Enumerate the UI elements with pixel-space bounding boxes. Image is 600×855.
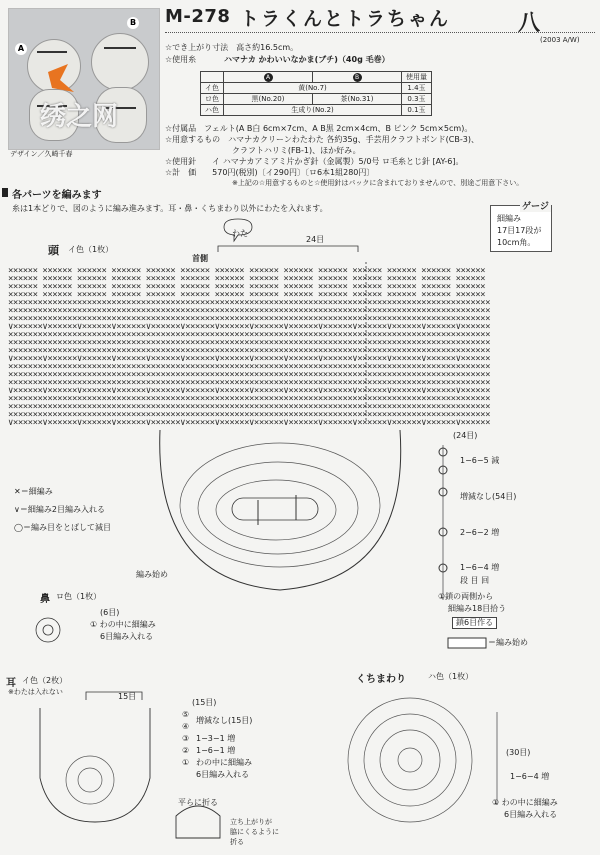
- dec-step: 1−6−5 減: [460, 456, 500, 465]
- table-cell: 0.3玉: [402, 94, 432, 105]
- spec-size: ☆でき上がり寸法 高さ約16.5cm。: [165, 43, 299, 52]
- start-desc-2: 細編み18目拾う: [448, 604, 507, 613]
- ear-inc-6: 1−6−1 増: [196, 746, 236, 755]
- mouth-ring: [398, 748, 422, 772]
- stitch-row: ××××××××××××××××××××××××××××××××××××××××××××××××××××××××××××××××××××××××××××××××××××××××××××××××××: [8, 394, 491, 404]
- nose-desc-2: 6目編み入れる: [100, 632, 154, 641]
- ear-count-15: 15目: [118, 692, 137, 701]
- stitch-row: ××××××××××××××××××××××××××××××××××××××××××××××××××××××××××××××××××××××××××××××××××××××××××××××××××: [8, 402, 491, 412]
- cotton-label: わた: [232, 229, 248, 238]
- ear-note: ※わたは入れない: [8, 688, 63, 696]
- ear-outline: [40, 708, 150, 822]
- table-cell: 黒(No.20): [224, 94, 313, 105]
- spec-yarn-label: ☆使用糸: [165, 55, 197, 64]
- rounds-24: (24目): [453, 431, 478, 440]
- head-label: 頭: [48, 244, 59, 257]
- fold-note-2: 脇にくるように: [230, 828, 279, 836]
- badge-a: A: [15, 43, 27, 55]
- fold-label: 平らに折る: [178, 798, 218, 807]
- count-24-label: 24目: [306, 235, 325, 244]
- stitch-row: ××××××××××××××××××××××××××××××××××××××××××××××××××××××××××××××××××××××××××××××××××××××××××××××××××: [8, 370, 491, 380]
- inc-step-2: 2−6−2 増: [460, 528, 500, 537]
- page-title: トラくんとトラちゃん: [240, 8, 451, 30]
- stitch-row: ×××××× ×××××× ×××××× ×××××× ×××××× ×××××× ×××××× ×××××× ×××××× ×××××× ×××××× ×××××× ×××××× ××××××: [8, 274, 491, 284]
- no-change-54: 増減なし(54目): [460, 492, 517, 501]
- mouth-ring: [348, 698, 472, 822]
- ear-r3: ③: [182, 734, 190, 743]
- fold-note-1: 立ち上がりが: [230, 818, 272, 826]
- spec-prepare-2: クラフトハリミ(FB-1)、ほか好み。: [232, 146, 361, 155]
- table-cell: 生成り(No.2): [224, 105, 402, 116]
- legend-inc: ∨＝細編み2目編み入れる: [14, 505, 105, 514]
- spec-prepare: ☆用意するもの ハマナカクリーンわたわた 各約35g、手芸用クラフトボンド(CB-3)、: [165, 135, 479, 144]
- stitch-row: ××××××××××××××××××××××××××××××××××××××××××××××××××××××××××××××××××××××××××××××××××××××××××××××××××: [8, 338, 491, 348]
- mouth-wa-1: ① わの中に細編み: [492, 798, 558, 807]
- table-cell: イ色: [201, 83, 224, 94]
- stitch-row: ∨××××××∨××××××∨××××××∨××××××∨××××××∨××××××∨××××××∨××××××∨××××××∨××××××∨××××××∨××××××∨××××××∨××××××: [8, 418, 491, 428]
- header-b: B: [353, 73, 362, 82]
- ear-inc-3: 1−3−1 増: [196, 734, 236, 743]
- chain-box: 鎖6目作る: [452, 617, 497, 629]
- box-legend: ＝編み始め: [488, 638, 528, 647]
- mouth-color: ハ色（1枚）: [428, 672, 474, 681]
- spec-tools: ☆使用針 イ ハマナカアミアミ片かぎ針（金属製）5/0号 ロ毛糸とじ針 [AY-6]。: [165, 157, 464, 166]
- fold-note-3: 折る: [230, 838, 244, 846]
- stitch-row: ××××××××××××××××××××××××××××××××××××××××××××××××××××××××××××××××××××××××××××××××××××××××××××××××××: [8, 314, 491, 324]
- inc-step-4: 1−6−4 増: [460, 563, 500, 572]
- ear-no-change: 増減なし(15目): [196, 716, 253, 725]
- start-label: 編み始め: [136, 570, 168, 579]
- stitch-row: ××××××××××××××××××××××××××××××××××××××××××××××××××××××××××××××××××××××××××××××××××××××××××××××××××: [8, 410, 491, 420]
- row-stitch-times: 段 目 回: [460, 576, 490, 585]
- ear-r1: ①: [182, 758, 190, 767]
- stitch-row: ××××××××××××××××××××××××××××××××××××××××××××××××××××××××××××××××××××××××××××××××××××××××××××××××××: [8, 346, 491, 356]
- cotton-bubble: [224, 219, 252, 241]
- table-cell: 1.4玉: [402, 83, 432, 94]
- nose-label: 鼻: [40, 594, 50, 605]
- table-cell: 使用量: [402, 72, 432, 83]
- stitch-row: ×××××× ×××××× ×××××× ×××××× ×××××× ×××××× ×××××× ×××××× ×××××× ×××××× ×××××× ×××××× ×××××× ××××××: [8, 266, 491, 276]
- spec-accessories: ☆付属品 フェルト(A B白 6cm×7cm、A B黒 2cm×4cm、B ピンク 5cm×5cm)。: [165, 124, 473, 133]
- ear-wa-2: 6目編み入れる: [196, 770, 250, 779]
- stitch-row: ×××××× ×××××× ×××××× ×××××× ×××××× ×××××× ×××××× ×××××× ×××××× ×××××× ×××××× ×××××× ×××××× ××××××: [8, 282, 491, 292]
- pattern-code: M-278: [165, 6, 231, 27]
- header-a: A: [264, 73, 273, 82]
- ear-rounds-15: (15目): [192, 698, 217, 707]
- designer-credit: デザイン／久崎千春: [10, 150, 73, 158]
- ear-color: イ色（2枚）: [22, 676, 68, 685]
- season: (2003 A/W): [540, 36, 580, 44]
- stitch-row: ××××××××××××××××××××××××××××××××××××××××××××××××××××××××××××××××××××××××××××××××××××××××××××××××××: [8, 362, 491, 372]
- badge-b: B: [127, 17, 139, 29]
- mouth-ring: [380, 730, 440, 790]
- nose-diagram: [36, 618, 60, 642]
- fold-sketch: [176, 806, 220, 838]
- stitch-row: ××××××××××××××××××××××××××××××××××××××××××××××××××××××××××××××××××××××××××××××××××××××××××××××××××: [8, 378, 491, 388]
- mouth-count-30: (30目): [506, 748, 531, 757]
- mouth-ring: [364, 714, 456, 806]
- section-heading: 各パーツを編みます: [12, 190, 102, 201]
- stitch-row: ∨××××××∨××××××∨××××××∨××××××∨××××××∨××××××∨××××××∨××××××∨××××××∨××××××∨××××××∨××××××∨××××××∨××××××: [8, 386, 491, 396]
- spec-note: ※上記の☆用意するものと☆使用針はパックに含まれておりませんので、別途ご用意下さい。: [232, 179, 524, 187]
- ear-r4: ④: [182, 722, 190, 731]
- stitch-row: ××××××××××××××××××××××××××××××××××××××××××××××××××××××××××××××××××××××××××××××××××××××××××××××××××: [8, 298, 491, 308]
- gauge-line: 細編み: [497, 214, 521, 223]
- count-bracket: [218, 246, 358, 252]
- head-outline: [160, 430, 401, 590]
- chain-start: [232, 498, 318, 520]
- stitch-row: ∨××××××∨××××××∨××××××∨××××××∨××××××∨××××××∨××××××∨××××××∨××××××∨××××××∨××××××∨××××××∨××××××∨××××××: [8, 354, 491, 364]
- table-cell: ロ色: [201, 94, 224, 105]
- ear-label: 耳: [6, 678, 16, 689]
- neck-side-label: 首側: [192, 254, 208, 263]
- section-intro: 糸は1本どりで、図のように編み進みます。耳・鼻・くちまわり以外にわたを入れます。: [12, 204, 328, 213]
- spec-price: ☆計 価 570円(税別)〔イ290円〕〔ロ6本1組280円〕: [165, 168, 375, 177]
- mouth-label: くちまわり: [356, 674, 406, 685]
- watermark-text: 绣之网: [40, 102, 119, 132]
- ear-r2: ②: [182, 746, 190, 755]
- ear-wa-1: わの中に細編み: [196, 758, 252, 767]
- stitch-row: ××××××××××××××××××××××××××××××××××××××××××××××××××××××××××××××××××××××××××××××××××××××××××××××××××: [8, 306, 491, 316]
- nose-color: ロ色（1枚）: [56, 592, 102, 601]
- table-cell: 黄(No.7): [224, 83, 402, 94]
- brand-logo: 八: [518, 11, 541, 36]
- round-ring: [180, 443, 380, 567]
- stitch-row: ×××××× ×××××× ×××××× ×××××× ×××××× ×××××× ×××××× ×××××× ×××××× ×××××× ×××××× ×××××× ×××××× ××××××: [8, 290, 491, 300]
- nose-ring: [43, 625, 53, 635]
- table-cell: 茶(No.31): [313, 94, 402, 105]
- start-desc-1: ①鎖の両側から: [438, 592, 494, 601]
- mouth-wa-2: 6目編み入れる: [504, 810, 558, 819]
- ear-ring: [78, 768, 102, 792]
- ear-ring: [66, 756, 114, 804]
- head-color: イ色（1枚）: [68, 245, 114, 254]
- legend-swatch: [448, 638, 486, 648]
- gauge-title: ゲージ: [520, 199, 551, 212]
- table-cell: ハ色: [201, 105, 224, 116]
- nose-count: (6目): [100, 608, 120, 617]
- stitch-row: ××××××××××××××××××××××××××××××××××××××××××××××××××××××××××××××××××××××××××××××××××××××××××××××××××: [8, 330, 491, 340]
- nose-desc-1: ① わの中に細編み: [90, 620, 156, 629]
- stitch-row: ∨××××××∨××××××∨××××××∨××××××∨××××××∨××××××∨××××××∨××××××∨××××××∨××××××∨××××××∨××××××∨××××××∨××××××: [8, 322, 491, 332]
- spec-yarn-name: ハマナカ かわいいなかま(ブチ)（40g 毛巻）: [224, 55, 390, 64]
- mouth-inc: 1−6−4 増: [510, 772, 550, 781]
- table-cell: 0.1玉: [402, 105, 432, 116]
- legend-dec: ◯＝編み目をとばして減目: [14, 523, 111, 532]
- gauge-line: 17目17段が: [497, 226, 542, 235]
- legend-sc: ✕＝細編み: [14, 487, 53, 496]
- ear-r5: ⑤: [182, 710, 190, 719]
- gauge-line: 10cm角。: [497, 238, 536, 247]
